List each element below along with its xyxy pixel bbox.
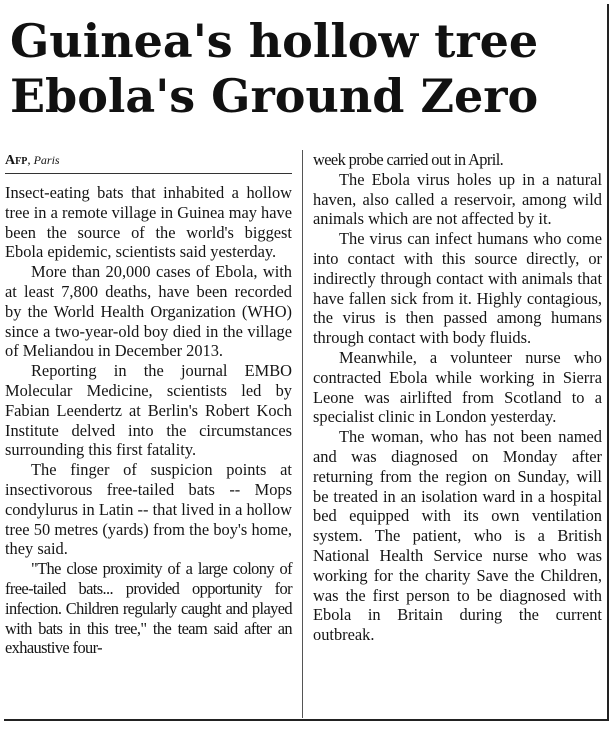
paragraph-8: Meanwhile, a volunteer nurse who contracted Ebola while working in Sierra Leone was airlifted from Scotland to a specialist clinic in London yesterday. — [313, 347, 602, 427]
newspaper-clipping — [4, 4, 609, 721]
byline-agency: Afp — [5, 153, 28, 168]
column-right — [313, 150, 602, 645]
paragraph-5: "The close proximity of a large colony of free-tailed bats... provided opportunity for infection. Children regularly caught and played with bats in this tree," the team said after an exhaustive four- — [5, 559, 292, 658]
byline — [5, 150, 292, 174]
paragraph-2: More than 20,000 cases of Ebola, with at least 7,800 deaths, have been recorded by the World Health Organization (WHO) since a two-year-old boy died in the village of Meliandou in December 2013. — [5, 262, 292, 361]
headline-line-2: Ebola's Ground Zero — [10, 69, 539, 123]
paragraph-7: The virus can infect humans who come into contact with this source directly, or indirectly through contact with animals that have fallen sick from it. Highly contagious, the virus is then passed among humans through contact with body fluids. — [313, 229, 602, 348]
headline — [4, 4, 607, 124]
paragraph-9: The woman, who has not been named and was diagnosed on Monday after returning from the region on Sunday, will be treated in an isolation ward in a hospital bed equipped with its own ventilation system. The patient, who is a British National Health Service nurse who was working for the charity Save the Children, was the first person to be diagnosed with Ebola in Britain during the current outbreak. — [313, 427, 602, 645]
paragraph-1: Insect-eating bats that inhabited a hollow tree in a remote village in Guinea may have been the source of the world's biggest Ebola epidemic, scientists said yesterday. — [5, 183, 292, 262]
column-divider — [302, 150, 303, 718]
paragraph-6: The Ebola virus holes up in a natural haven, also called a reservoir, among wild animals which are not affected by it. — [313, 169, 602, 229]
byline-place: Paris — [33, 153, 60, 167]
byline-comma: , — [27, 152, 31, 167]
paragraph-3: Reporting in the journal EMBO Molecular Medicine, scientists led by Fabian Leendertz at Berlin's Robert Koch Institute delved into the circumstances surrounding this first fatality. — [5, 361, 292, 460]
headline-line-1: Guinea's hollow tree — [10, 14, 539, 68]
paragraph-4: The finger of suspicion points at insectivorous free-tailed bats -- Mops condylurus in Latin -- that lived in a hollow tree 50 metres (yards) from the boy's home, they said. — [5, 460, 292, 559]
column-left — [5, 150, 292, 658]
paragraph-5-continued: week probe carried out in April. — [313, 150, 504, 169]
article-body — [4, 150, 604, 718]
